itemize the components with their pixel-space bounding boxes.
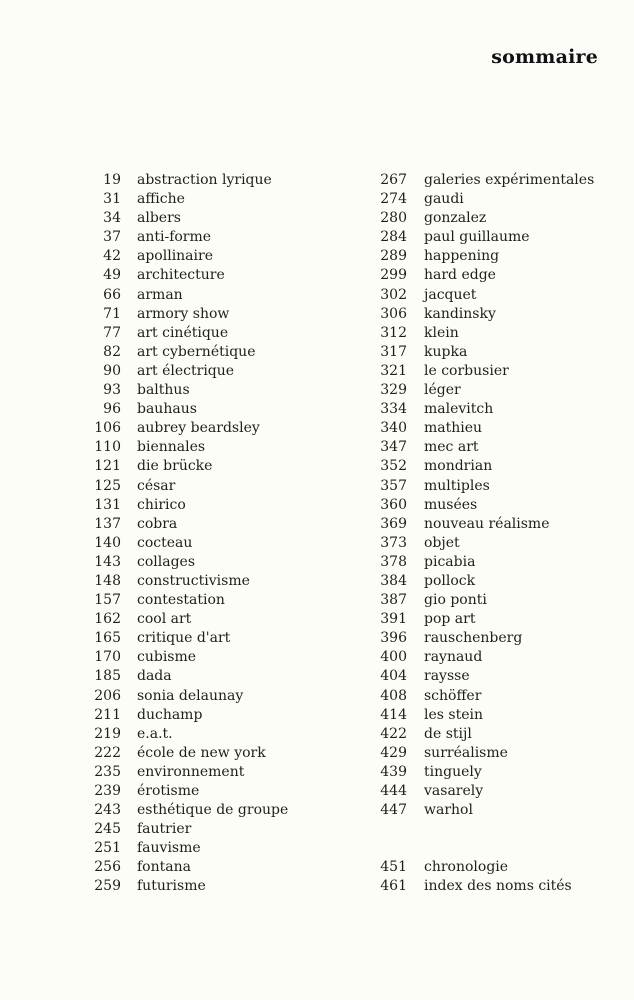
toc-entry [78,324,288,343]
toc-entry-label: schöffer [424,687,482,704]
toc-page-number: 42 [103,248,121,265]
toc-entry [356,629,594,648]
toc-page-number: 131 [94,496,121,513]
toc-page-number: 451 [380,859,407,876]
toc-entry-label: picabia [424,553,476,570]
toc-entry [356,648,594,667]
toc-entry [78,362,288,381]
toc-left-column [78,171,288,897]
toc-entry [78,419,288,438]
toc-page-number: 302 [380,286,407,303]
toc-page-number: 422 [380,725,407,742]
toc-entry-label: fauvisme [137,840,201,857]
toc-entry [78,438,288,457]
toc-entry-label: contestation [137,592,225,609]
toc-entry [356,419,594,438]
toc-page-number: 157 [94,592,121,609]
toc-entry [356,515,594,534]
toc-entry [78,667,288,686]
toc-entry-label: rauschenberg [424,630,523,647]
toc-entry-label: dada [137,668,172,685]
toc-page-number: 222 [94,744,121,761]
toc-entry-label: raysse [424,668,470,685]
toc-entry-label: surréalisme [424,744,508,761]
toc-entry-label: léger [424,382,461,399]
toc-entry [78,706,288,725]
toc-entry [356,553,594,572]
toc-page-number: 96 [103,401,121,418]
toc-entry-label: art cybernétique [137,343,256,360]
toc-entry-label: multiples [424,477,490,494]
toc-page-number: 259 [94,878,121,895]
toc-page-number: 125 [94,477,121,494]
toc-entry-label: armory show [137,305,230,322]
toc-entry-label: musées [424,496,478,513]
toc-page-number: 77 [103,324,121,341]
toc-entry-label: balthus [137,382,190,399]
toc-entry-label: gaudi [424,191,464,208]
toc-page-number: 414 [380,706,407,723]
toc-entry [356,591,594,610]
toc-entry [78,744,288,763]
toc-page-number: 239 [94,783,121,799]
toc-page-number: 444 [380,783,407,799]
toc-page-number: 19 [103,172,121,188]
toc-entry [356,266,594,285]
toc-entry [78,553,288,572]
toc-page-number: 429 [380,744,407,761]
toc-entry-label: chronologie [424,859,509,876]
toc-page-number: 360 [380,496,407,513]
toc-page-number: 312 [380,324,407,341]
toc-entry [356,706,594,725]
toc-entry-label: de stijl [424,725,472,742]
toc-page-number: 93 [103,382,121,399]
toc-page-number: 439 [380,763,407,780]
toc-page-number: 170 [94,649,121,666]
toc-entry [356,324,594,343]
toc-page-number: 165 [94,630,121,647]
toc-entry [78,457,288,476]
toc-entry-label: albers [137,210,181,227]
toc-entry [356,782,594,801]
toc-page-number: 243 [94,802,121,819]
toc-page-number: 206 [94,687,121,704]
toc-entry [78,477,288,496]
toc-entry-label: paul guillaume [424,229,530,246]
toc-entry-label: mondrian [424,458,493,475]
toc-entry-label: vasarely [424,783,484,799]
toc-entry-label: césar [137,477,176,494]
toc-entry-label: gio ponti [424,592,487,609]
toc-entry [78,858,288,877]
toc-entry [78,209,288,228]
toc-entry [78,839,288,858]
toc-entry-label: affiche [137,191,185,208]
toc-entry-label: chirico [137,496,186,513]
toc-page-number: 340 [380,420,407,437]
toc-entry [356,744,594,763]
toc-entry-label: gonzalez [424,210,487,227]
toc-entry [356,801,594,820]
toc-entry [356,362,594,381]
toc-page-number: 37 [103,229,121,246]
toc-entry [78,381,288,400]
toc-entry [356,209,594,228]
toc-entry-label: objet [424,534,460,551]
toc-entry-label: galeries expérimentales [424,172,595,188]
toc-entry [78,763,288,782]
toc-page-number: 321 [380,362,407,379]
toc-page-number: 162 [94,611,121,628]
toc-entry [78,572,288,591]
toc-page-number: 34 [103,210,121,227]
toc-entry [356,858,594,877]
toc-entry-label: raynaud [424,649,483,666]
toc-entry [78,496,288,515]
toc-entry [356,438,594,457]
toc-page-number: 185 [94,668,121,685]
toc-entry [356,228,594,247]
toc-entry-label: bauhaus [137,401,197,418]
toc-entry [356,667,594,686]
toc-entry [78,534,288,553]
toc-entry-label: fautrier [137,821,192,838]
toc-entry [78,343,288,362]
toc-page-number: 317 [380,343,407,360]
toc-entry-label: art cinétique [137,324,229,341]
toc-page-number: 396 [380,630,407,647]
toc-entry-label: klein [424,324,459,341]
toc-page-number: 404 [380,668,407,685]
toc-entry [78,648,288,667]
toc-entry-label: sonia delaunay [137,687,244,704]
toc-entry-label: pop art [424,611,476,628]
toc-entry-label: cocteau [137,534,193,551]
toc-entry-label: duchamp [137,706,203,723]
toc-entry [356,477,594,496]
toc-entry-label: nouveau réalisme [424,515,550,532]
toc-page-number: 391 [380,611,407,628]
toc-entry-label: futurisme [137,878,206,895]
toc-page-number: 267 [380,172,407,188]
toc-entry [356,572,594,591]
toc-entry [78,877,288,896]
toc-entry [356,190,594,209]
toc-entry-label: aubrey beardsley [137,420,260,437]
toc-entry-label: cool art [137,611,192,628]
toc-page-number: 110 [94,439,121,456]
toc-entry-label: école de new york [137,744,266,761]
toc-entry [356,343,594,362]
toc-entry [78,820,288,839]
toc-entry-label: anti-forme [137,229,212,246]
toc-page-number: 49 [103,267,121,284]
toc-entry-label: le corbusier [424,362,509,379]
toc-page-number: 352 [380,458,407,475]
toc-entry-label: pollock [424,572,476,589]
toc-page-number: 387 [380,592,407,609]
toc-page-number: 82 [103,343,121,360]
toc-entry [356,457,594,476]
toc-entry [78,629,288,648]
toc-entry-label: cubisme [137,649,197,666]
toc-entry-label: malevitch [424,401,494,418]
toc-entry-label: fontana [137,859,191,876]
toc-page-number: 211 [94,706,121,723]
toc-entry [78,801,288,820]
toc-page-number: 256 [94,859,121,876]
toc-page-number: 106 [94,420,121,437]
toc-entry [356,247,594,266]
toc-page-number: 140 [94,534,121,551]
toc-entry-label: art électrique [137,362,235,379]
toc-entry [78,286,288,305]
toc-spacer [356,820,594,858]
toc-page-number: 137 [94,515,121,532]
toc-page-number: 284 [380,229,407,246]
toc-entry-label: érotisme [137,783,200,799]
toc-entry [78,305,288,324]
toc-page-number: 306 [380,305,407,322]
toc-entry-label: esthétique de groupe [137,802,289,819]
toc-entry [356,534,594,553]
toc-page-number: 408 [380,687,407,704]
toc-page-number: 121 [94,458,121,475]
toc-entry-label: arman [137,286,183,303]
toc-entry [356,877,594,896]
toc-entry-label: kupka [424,343,468,360]
toc-right-column [356,171,594,896]
toc-entry [78,190,288,209]
toc-entry-label: index des noms cités [424,878,572,895]
toc-entry-label: cobra [137,515,178,532]
toc-page-number: 378 [380,553,407,570]
toc-entry [78,610,288,629]
toc-entry [78,687,288,706]
toc-entry-label: environnement [137,763,245,780]
toc-entry-label: hard edge [424,267,496,284]
toc-entry [78,247,288,266]
toc-entry [78,515,288,534]
toc-entry-label: abstraction lyrique [137,172,272,188]
toc-page-number: 90 [103,362,121,379]
toc-page-number: 357 [380,477,407,494]
toc-entry-label: architecture [137,267,225,284]
toc-page-number: 66 [103,286,121,303]
toc-entry-label: warhol [424,802,473,819]
toc-right-main-list [356,171,594,820]
toc-page-number: 280 [380,210,407,227]
toc-entry [78,171,288,190]
toc-page-number: 334 [380,401,407,418]
toc-entry [78,782,288,801]
toc-page-number: 143 [94,553,121,570]
toc-page-number: 274 [380,191,407,208]
toc-entry-label: happening [424,248,500,265]
toc-entry-label: die brücke [137,458,213,475]
toc-entry [356,286,594,305]
toc-page-number: 461 [380,878,407,895]
toc-page-number: 148 [94,572,121,589]
toc-entry-label: jacquet [424,286,477,303]
toc-entry [356,687,594,706]
toc-page-number: 235 [94,763,121,780]
toc-page-number: 31 [103,191,121,208]
toc-entry-label: les stein [424,706,483,723]
toc-entry-label: mec art [424,439,479,456]
toc-entry [78,725,288,744]
toc-page-number: 251 [94,840,121,857]
toc-page-number: 369 [380,515,407,532]
toc-entry [78,400,288,419]
toc-entry [356,725,594,744]
toc-entry-label: critique d'art [137,630,231,647]
toc-page-number: 447 [380,802,407,819]
toc-page-number: 219 [94,725,121,742]
toc-page-number: 400 [380,649,407,666]
toc-appendix-list [356,858,594,896]
page-title: sommaire [491,46,598,68]
toc-page-number: 373 [380,534,407,551]
toc-entry [78,228,288,247]
toc-page-number: 289 [380,248,407,265]
toc-page-number: 71 [103,305,121,322]
toc-entry-label: constructivisme [137,572,250,589]
toc-entry [356,171,594,190]
toc-entry-label: mathieu [424,420,483,437]
toc-entry-label: tinguely [424,763,482,780]
toc-page-number: 347 [380,439,407,456]
toc-entry [356,763,594,782]
toc-entry [356,400,594,419]
toc-page-number: 245 [94,821,121,838]
toc-entry-label: e.a.t. [137,725,173,742]
toc-entry [356,496,594,515]
toc-entry-label: biennales [137,439,206,456]
toc-entry [356,381,594,400]
toc-page-number: 329 [380,382,407,399]
toc-entry [356,305,594,324]
toc-page-number: 384 [380,572,407,589]
toc-page-number: 299 [380,267,407,284]
toc-entry [356,610,594,629]
toc-entry-label: kandinsky [424,305,496,322]
toc-entry-label: apollinaire [137,248,213,265]
toc-entry [78,266,288,285]
toc-entry-label: collages [137,553,196,570]
toc-entry [78,591,288,610]
